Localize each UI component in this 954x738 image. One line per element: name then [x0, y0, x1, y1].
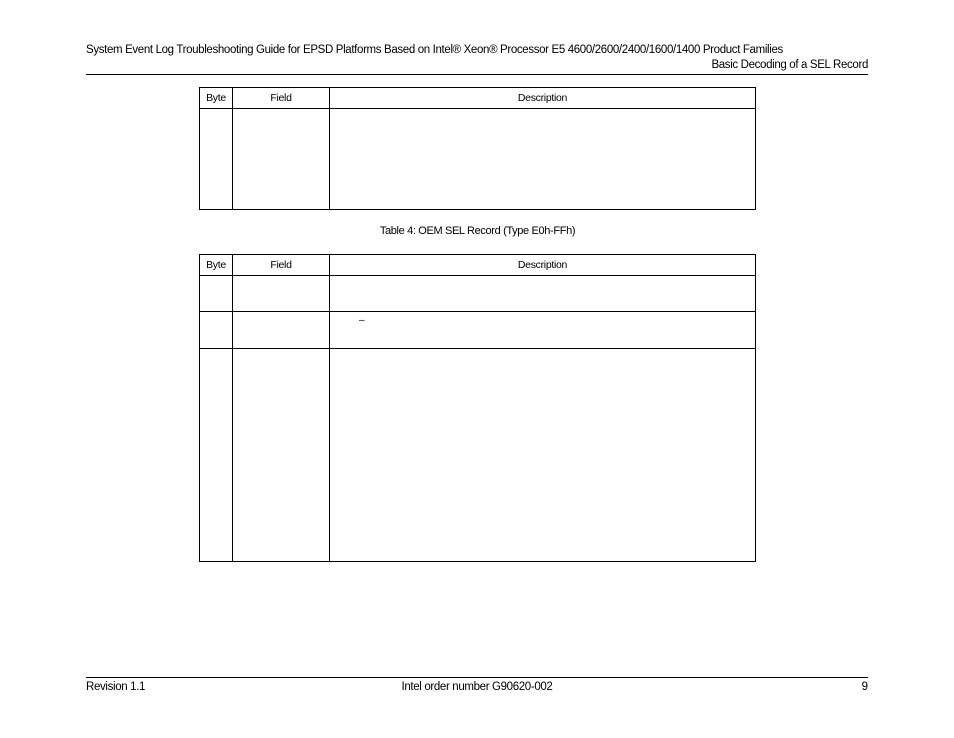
- revision-label: Revision 1.1: [86, 681, 146, 693]
- table-caption: Table 4: OEM SEL Record (Type E0h-FFh): [379, 225, 576, 237]
- description-dash-mark: –: [359, 315, 365, 326]
- table-header-row: [200, 255, 756, 276]
- byte-cell: [200, 312, 233, 349]
- description-cell: [330, 276, 756, 312]
- section-title: Basic Decoding of a SEL Record: [711, 59, 868, 71]
- document-title: System Event Log Troubleshooting Guide for EPSD Platforms Based on Intel® Xeon® Processor E5 4600/2600/2400/1600/1400 Product Families: [86, 44, 783, 56]
- table-row: [200, 276, 756, 312]
- table-row: [200, 349, 756, 562]
- description-cell: [330, 349, 756, 562]
- description-cell: [330, 312, 756, 349]
- field-cell: [233, 349, 330, 562]
- description-cell: [330, 109, 756, 210]
- oem-sel-record-table: [199, 254, 756, 562]
- footer-divider: [86, 677, 868, 678]
- column-header-byte: Byte: [200, 88, 233, 109]
- column-header-field: Field: [233, 255, 330, 276]
- field-cell: [233, 276, 330, 312]
- sel-record-table-continued: [199, 87, 756, 210]
- table-row: [200, 109, 756, 210]
- table-header-row: [200, 88, 756, 109]
- column-header-field: Field: [233, 88, 330, 109]
- page-number: 9: [861, 681, 868, 693]
- byte-cell: [200, 276, 233, 312]
- byte-cell: [200, 109, 233, 210]
- order-number: Intel order number G90620-002: [401, 681, 553, 693]
- column-header-byte: Byte: [200, 255, 233, 276]
- field-cell: [233, 109, 330, 210]
- column-header-description: Description: [330, 255, 756, 276]
- column-header-description: Description: [330, 88, 756, 109]
- header-divider: [86, 74, 868, 75]
- field-cell: [233, 312, 330, 349]
- byte-cell: [200, 349, 233, 562]
- table-row: [200, 312, 756, 349]
